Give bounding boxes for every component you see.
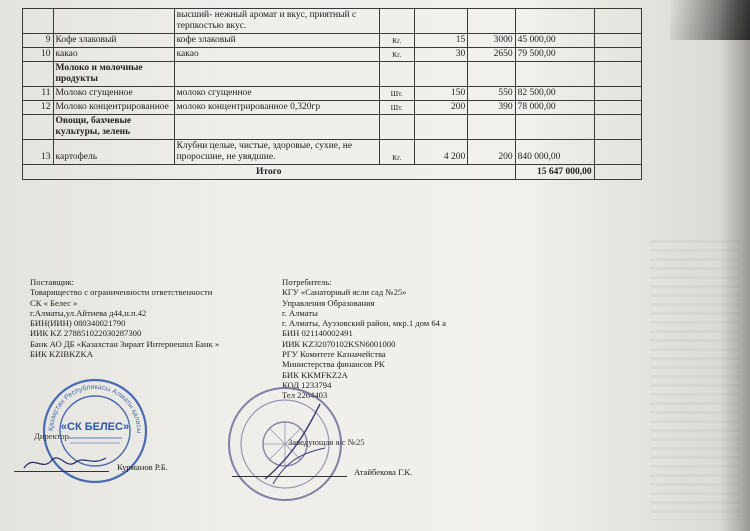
row-number: 13 bbox=[23, 140, 54, 165]
sum-cell: 78 000,00 bbox=[515, 101, 594, 115]
supplier-line: Банк АО ДБ «Казахстан Зираат Интернешнл Банк » bbox=[30, 338, 220, 349]
unit-cell: Кг. bbox=[379, 48, 414, 62]
supplier-line: БИК KZIBKZKA bbox=[30, 349, 93, 360]
consumer-line: КГУ «Санаторный ясли сад №25» bbox=[282, 287, 407, 298]
price-cell: 390 bbox=[468, 101, 515, 115]
sum-cell: 45 000,00 bbox=[515, 34, 594, 48]
row-number: 9 bbox=[23, 34, 54, 48]
consumer-line: БИК KKMFKZ2A bbox=[282, 369, 348, 380]
price-cell: 550 bbox=[468, 87, 515, 101]
scan-shadow bbox=[670, 0, 750, 40]
empty-cell bbox=[594, 62, 641, 87]
sum-cell: 840 000,00 bbox=[515, 140, 594, 165]
consumer-line: БИН 021140002491 bbox=[282, 328, 353, 339]
product-description: Клубни целые, чистые, здоровые, сухие, не проросшие, не увядшие. bbox=[174, 140, 379, 165]
empty-cell bbox=[379, 62, 414, 87]
quantity-cell: 30 bbox=[414, 48, 468, 62]
bleed-through-text bbox=[650, 240, 740, 520]
empty-cell bbox=[515, 62, 594, 87]
row-number: 11 bbox=[23, 87, 54, 101]
quantity-cell: 150 bbox=[414, 87, 468, 101]
consumer-line: Управления Образования bbox=[282, 297, 375, 308]
supplier-line: Товарищество с ограниченности ответственности bbox=[30, 287, 213, 298]
product-name: Молоко концентрированное bbox=[53, 101, 174, 115]
product-name bbox=[53, 9, 174, 34]
empty-cell bbox=[594, 48, 641, 62]
consumer-details bbox=[282, 277, 446, 401]
table-row bbox=[23, 101, 642, 115]
unit-cell: Шт. bbox=[379, 87, 414, 101]
price-cell bbox=[468, 9, 515, 34]
consumer-line: РГУ Комитете Казначейства bbox=[282, 349, 386, 360]
total-label: Итого bbox=[23, 165, 516, 180]
goods-table-body bbox=[23, 9, 642, 165]
consumer-line: Потребитель: bbox=[282, 277, 332, 287]
row-number: 12 bbox=[23, 101, 54, 115]
consumer-line: КОД 1233794 bbox=[282, 379, 332, 390]
product-name: картофель bbox=[53, 140, 174, 165]
unit-cell: Кг. bbox=[379, 140, 414, 165]
price-cell: 200 bbox=[468, 140, 515, 165]
supplier-line: г.Алматы,ул.Айтиева д44,н.п.42 bbox=[30, 307, 147, 318]
unit-cell: Шт. bbox=[379, 101, 414, 115]
product-description: кофе злаковый bbox=[174, 34, 379, 48]
total-value: 15 647 000,00 bbox=[515, 165, 594, 180]
sum-cell: 79 500,00 bbox=[515, 48, 594, 62]
empty-cell bbox=[468, 62, 515, 87]
product-name: Молоко сгущенное bbox=[53, 87, 174, 101]
empty-cell bbox=[594, 9, 641, 34]
product-name: Кофе злаковый bbox=[53, 34, 174, 48]
empty-cell bbox=[23, 115, 54, 140]
price-cell: 2650 bbox=[468, 48, 515, 62]
category-row bbox=[23, 115, 642, 140]
category-name: Овощи, бахчевые культуры, зелень bbox=[53, 115, 174, 140]
table-row bbox=[23, 9, 642, 34]
stamp-main-text: «СК БЕЛЕС» bbox=[60, 421, 130, 433]
total-row bbox=[23, 165, 642, 180]
consumer-line: г. Алматы, Ауэзовский район, мкр.1 дом 64 а bbox=[282, 318, 446, 329]
empty-cell bbox=[414, 115, 468, 140]
empty-cell bbox=[414, 62, 468, 87]
table-row bbox=[23, 140, 642, 165]
table-row bbox=[23, 34, 642, 48]
quantity-cell bbox=[414, 9, 468, 34]
table-row bbox=[23, 87, 642, 101]
row-number bbox=[23, 9, 54, 34]
supplier-details bbox=[30, 277, 219, 359]
supplier-line: Поставщик: bbox=[30, 277, 75, 287]
quantity-cell: 4 200 bbox=[414, 140, 468, 165]
empty-cell bbox=[174, 62, 379, 87]
row-number: 10 bbox=[23, 48, 54, 62]
manager-label: Заведующая я/с №25 bbox=[288, 437, 365, 447]
empty-cell bbox=[594, 101, 641, 115]
consumer-line: Тел 2264403 bbox=[282, 390, 328, 401]
empty-cell bbox=[23, 62, 54, 87]
table-row bbox=[23, 48, 642, 62]
director-label: Директор bbox=[34, 431, 69, 441]
empty-cell bbox=[379, 115, 414, 140]
unit-cell: Кг. bbox=[379, 34, 414, 48]
product-name: какао bbox=[53, 48, 174, 62]
product-description: молоко сгущенное bbox=[174, 87, 379, 101]
consumer-signature-line bbox=[232, 476, 347, 477]
supplier-signature bbox=[20, 450, 110, 474]
supplier-signer: Курманов Р.Б. bbox=[117, 462, 168, 472]
consumer-line: г. Алматы bbox=[282, 307, 318, 318]
supplier-line: БИН(ИИН) 080340021790 bbox=[30, 318, 126, 329]
product-description: высший- нежный аромат и вкус, приятный с терпкостью вкус. bbox=[174, 9, 379, 34]
supplier-line: СК « Белес » bbox=[30, 297, 78, 308]
empty-cell bbox=[468, 115, 515, 140]
product-description: какао bbox=[174, 48, 379, 62]
consumer-signer: Атайбекова Г.К. bbox=[354, 467, 413, 477]
sum-cell bbox=[515, 9, 594, 34]
unit-cell bbox=[379, 9, 414, 34]
quantity-cell: 15 bbox=[414, 34, 468, 48]
sum-cell: 82 500,00 bbox=[515, 87, 594, 101]
category-name: Молоко и молочные продукты bbox=[53, 62, 174, 87]
consumer-line: Министерства финансов РК bbox=[282, 359, 385, 370]
empty-cell bbox=[174, 115, 379, 140]
quantity-cell: 200 bbox=[414, 101, 468, 115]
stamp-ring-text: Қазақстан Республикасы Алматы қаласы bbox=[47, 383, 143, 434]
empty-cell bbox=[594, 87, 641, 101]
empty-cell bbox=[594, 115, 641, 140]
empty-cell bbox=[515, 115, 594, 140]
empty-cell bbox=[594, 34, 641, 48]
product-description: молоко концентрированное 0,320гр bbox=[174, 101, 379, 115]
empty-cell bbox=[594, 140, 641, 165]
category-row bbox=[23, 62, 642, 87]
goods-table bbox=[22, 8, 642, 180]
supplier-line: ИИК KZ 278851022030287300 bbox=[30, 328, 142, 339]
price-cell: 3000 bbox=[468, 34, 515, 48]
consumer-line: ИИК KZ32070102KSN6001000 bbox=[282, 338, 396, 349]
